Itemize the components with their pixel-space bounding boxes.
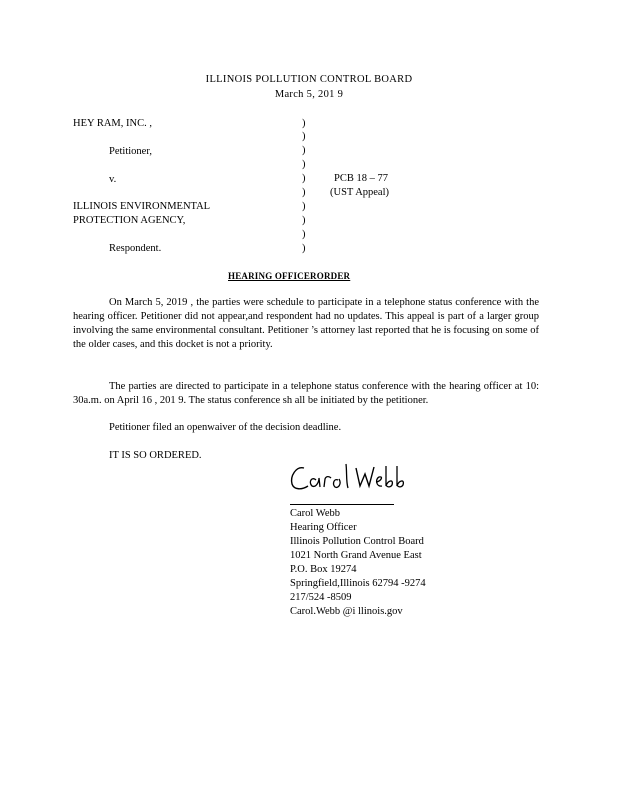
caption-paren: ) [302,187,306,198]
caption-paren: ) [302,201,306,212]
versus-label: v. [109,174,117,185]
signer-po-box: P.O. Box 19274 [290,564,357,575]
signer-email: Carol.Webb @i llinois.gov [290,606,403,617]
petitioner-label: Petitioner, [109,146,153,157]
respondent-name-line1: ILLINOIS ENVIRONMENTAL [73,201,211,212]
signature-line [290,504,394,505]
caption-paren: ) [302,145,306,156]
handwritten-signature [286,458,416,498]
signer-address: 1021 North Grand Avenue East [290,550,422,561]
respondent-label: Respondent. [109,243,162,254]
caption-paren: ) [302,159,306,170]
respondent-name-line2: PROTECTION AGENCY, [73,215,186,226]
caption-paren: ) [302,173,306,184]
paragraph-3: Petitioner filed an openwaiver of the decision deadline. [109,422,342,433]
caption-paren: ) [302,118,306,129]
paragraph-4: IT IS SO ORDERED. [109,450,202,461]
paragraph-2: The parties are directed to participate in a telephone status conference with the hearing officer at 10: 30a.m. on April 16 , 201 9. The status conference sh all be initiated by the petitioner. [73,381,539,406]
signer-phone: 217/524 -8509 [290,592,352,603]
board-name: ILLINOIS POLLUTION CONTROL BOARD [205,74,413,85]
signer-title: Hearing Officer [290,522,357,533]
caption-paren: ) [302,215,306,226]
signer-agency: Illinois Pollution Control Board [290,536,424,547]
order-title: HEARING OFFICERORDER [228,271,351,281]
case-number: PCB 18 – 77 [334,173,388,184]
paragraph-1: On March 5, 2019 , the parties were schedule to participate in a telephone status conference with the hearing officer. Petitioner did not appear,and respondent had no updates. This appeal is part of a larger group involving the same environmental consultant. Petitioner ’s attorney last reported that he is focusing on some of the older cases, and this docket is not a priority. [73,297,539,350]
signer-name: Carol Webb [290,508,340,519]
caption-paren: ) [302,243,306,254]
order-date: March 5, 201 9 [274,89,344,100]
caption-paren: ) [302,229,306,240]
caption-paren: ) [302,131,306,142]
petitioner-name: HEY RAM, INC. , [73,118,152,129]
signer-city: Springfield,Illinois 62794 -9274 [290,578,426,589]
case-type: (UST Appeal) [330,187,390,198]
